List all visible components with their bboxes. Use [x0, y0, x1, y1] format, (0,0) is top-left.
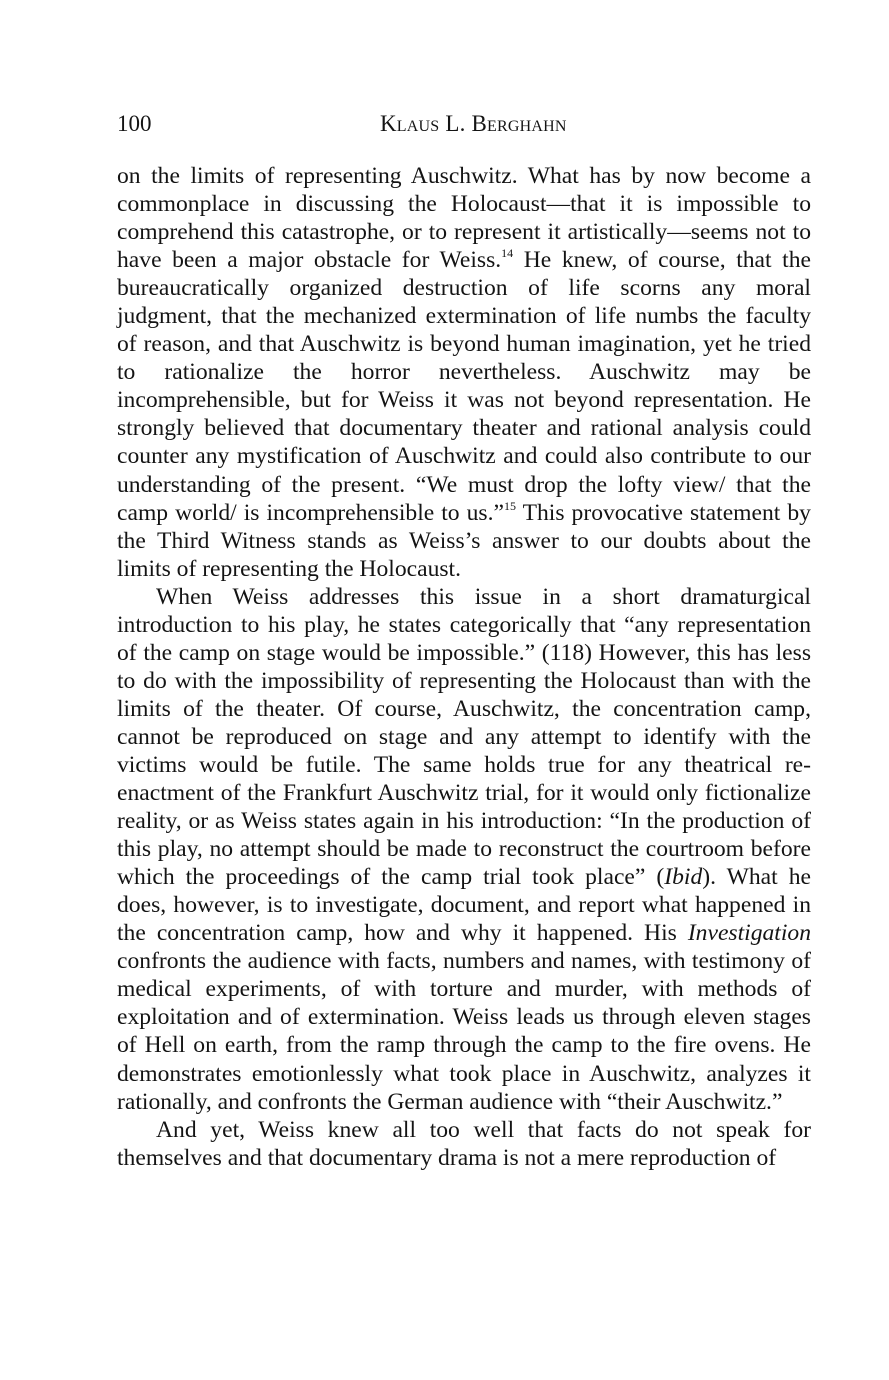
text-run: the concentration camp, how and why it happened. His: [117, 920, 688, 947]
italic-text: Investigation: [687, 920, 811, 947]
text-line: exploitation and of extermination. Weiss leads us through eleven stages: [117, 1004, 811, 1031]
text-line: counter any mystification of Auschwitz and could also contribute to our: [117, 443, 811, 470]
text-line: of the camp on stage would be impossible.” (118) However, this has less: [117, 639, 811, 666]
page-header: [117, 108, 811, 140]
footnote-reference: 15: [503, 498, 516, 513]
text-line: introduction to his play, he states categorically that “any representation: [117, 611, 811, 638]
text-line: When Weiss addresses this issue in a short dramaturgical: [156, 583, 811, 610]
paragraph: [117, 583, 811, 1116]
text-line: demonstrates emotionlessly what took place in Auschwitz, analyzes it: [117, 1060, 811, 1087]
text-line: rationally, and confronts the German audience with “their Auschwitz.”: [117, 1088, 783, 1115]
text-line: of Hell on earth, from the ramp through the camp to the fire ovens. He: [117, 1032, 811, 1059]
text-line: [117, 863, 811, 891]
text-run: have been a major obstacle for Weiss.: [117, 247, 502, 274]
text-line: reality, or as Weiss states again in his introduction: “In the production of: [117, 808, 811, 835]
text-line: of reason, and that Auschwitz is beyond human imagination, yet he tried: [117, 331, 811, 358]
text-line: on the limits of representing Auschwitz. What has by now become a: [117, 163, 811, 189]
text-line: judgment, that the mechanized extermination of life numbs the faculty: [117, 303, 811, 330]
text-line: the Third Witness stands as Weiss’s answer to our doubts about the: [117, 527, 811, 554]
text-line: to do with the impossibility of representing the Holocaust than with the: [117, 667, 811, 694]
text-line: commonplace in discussing the Holocaust—that it is impossible to: [117, 191, 811, 218]
text-line: confronts the audience with facts, numbers and names, with testimony of: [117, 948, 811, 975]
text-line: limits of representing the Holocaust.: [117, 555, 461, 582]
text-line: [117, 499, 811, 527]
text-line: And yet, Weiss knew all too well that facts do not speak for: [156, 1116, 811, 1143]
text-line: comprehend this catastrophe, or to represent it artistically—seems not to: [117, 219, 811, 246]
page-number: 100: [117, 111, 152, 136]
body-text: [117, 162, 811, 1172]
text-line: incomprehensible, but for Weiss it was not beyond representation. He: [117, 387, 811, 414]
footnote-reference: 14: [501, 246, 514, 261]
text-line: this play, no attempt should be made to reconstruct the courtroom before: [117, 836, 811, 863]
text-run: ). What he: [702, 864, 811, 891]
text-line: medical experiments, of with torture and murder, with methods of: [117, 976, 811, 1003]
text-line: [117, 246, 811, 274]
running-head: Klaus L. Berghahn: [380, 111, 567, 136]
text-line: bureaucratically organized destruction of life scorns any moral: [117, 275, 811, 302]
text-run: This provocative statement by: [515, 499, 811, 526]
text-run: camp world/ is incomprehensible to us.”: [117, 499, 504, 526]
paragraph: [117, 162, 811, 583]
text-run: He knew, of course, that the: [513, 247, 811, 274]
text-line: understanding of the present. “We must drop the lofty view/ that the: [117, 471, 811, 498]
paragraph: [117, 1116, 811, 1172]
text-line: victims would be futile. The same holds true for any theatrical re-: [117, 751, 811, 778]
text-line: to rationalize the horror nevertheless. Auschwitz may be: [117, 359, 811, 386]
italic-text: Ibid: [664, 864, 703, 891]
text-line: does, however, is to investigate, document, and report what happened in: [117, 892, 811, 919]
text-line: limits of the theater. Of course, Auschwitz, the concentration camp,: [117, 695, 811, 722]
text-line: [117, 919, 811, 947]
text-line: cannot be reproduced on stage and any attempt to identify with the: [117, 723, 811, 750]
text-run: which the proceedings of the camp trial took place” (: [117, 864, 665, 891]
text-line: themselves and that documentary drama is not a mere reproduction of: [117, 1144, 777, 1171]
text-line: strongly believed that documentary theater and rational analysis could: [117, 415, 811, 442]
text-line: enactment of the Frankfurt Auschwitz trial, for it would only fictionalize: [117, 780, 811, 807]
